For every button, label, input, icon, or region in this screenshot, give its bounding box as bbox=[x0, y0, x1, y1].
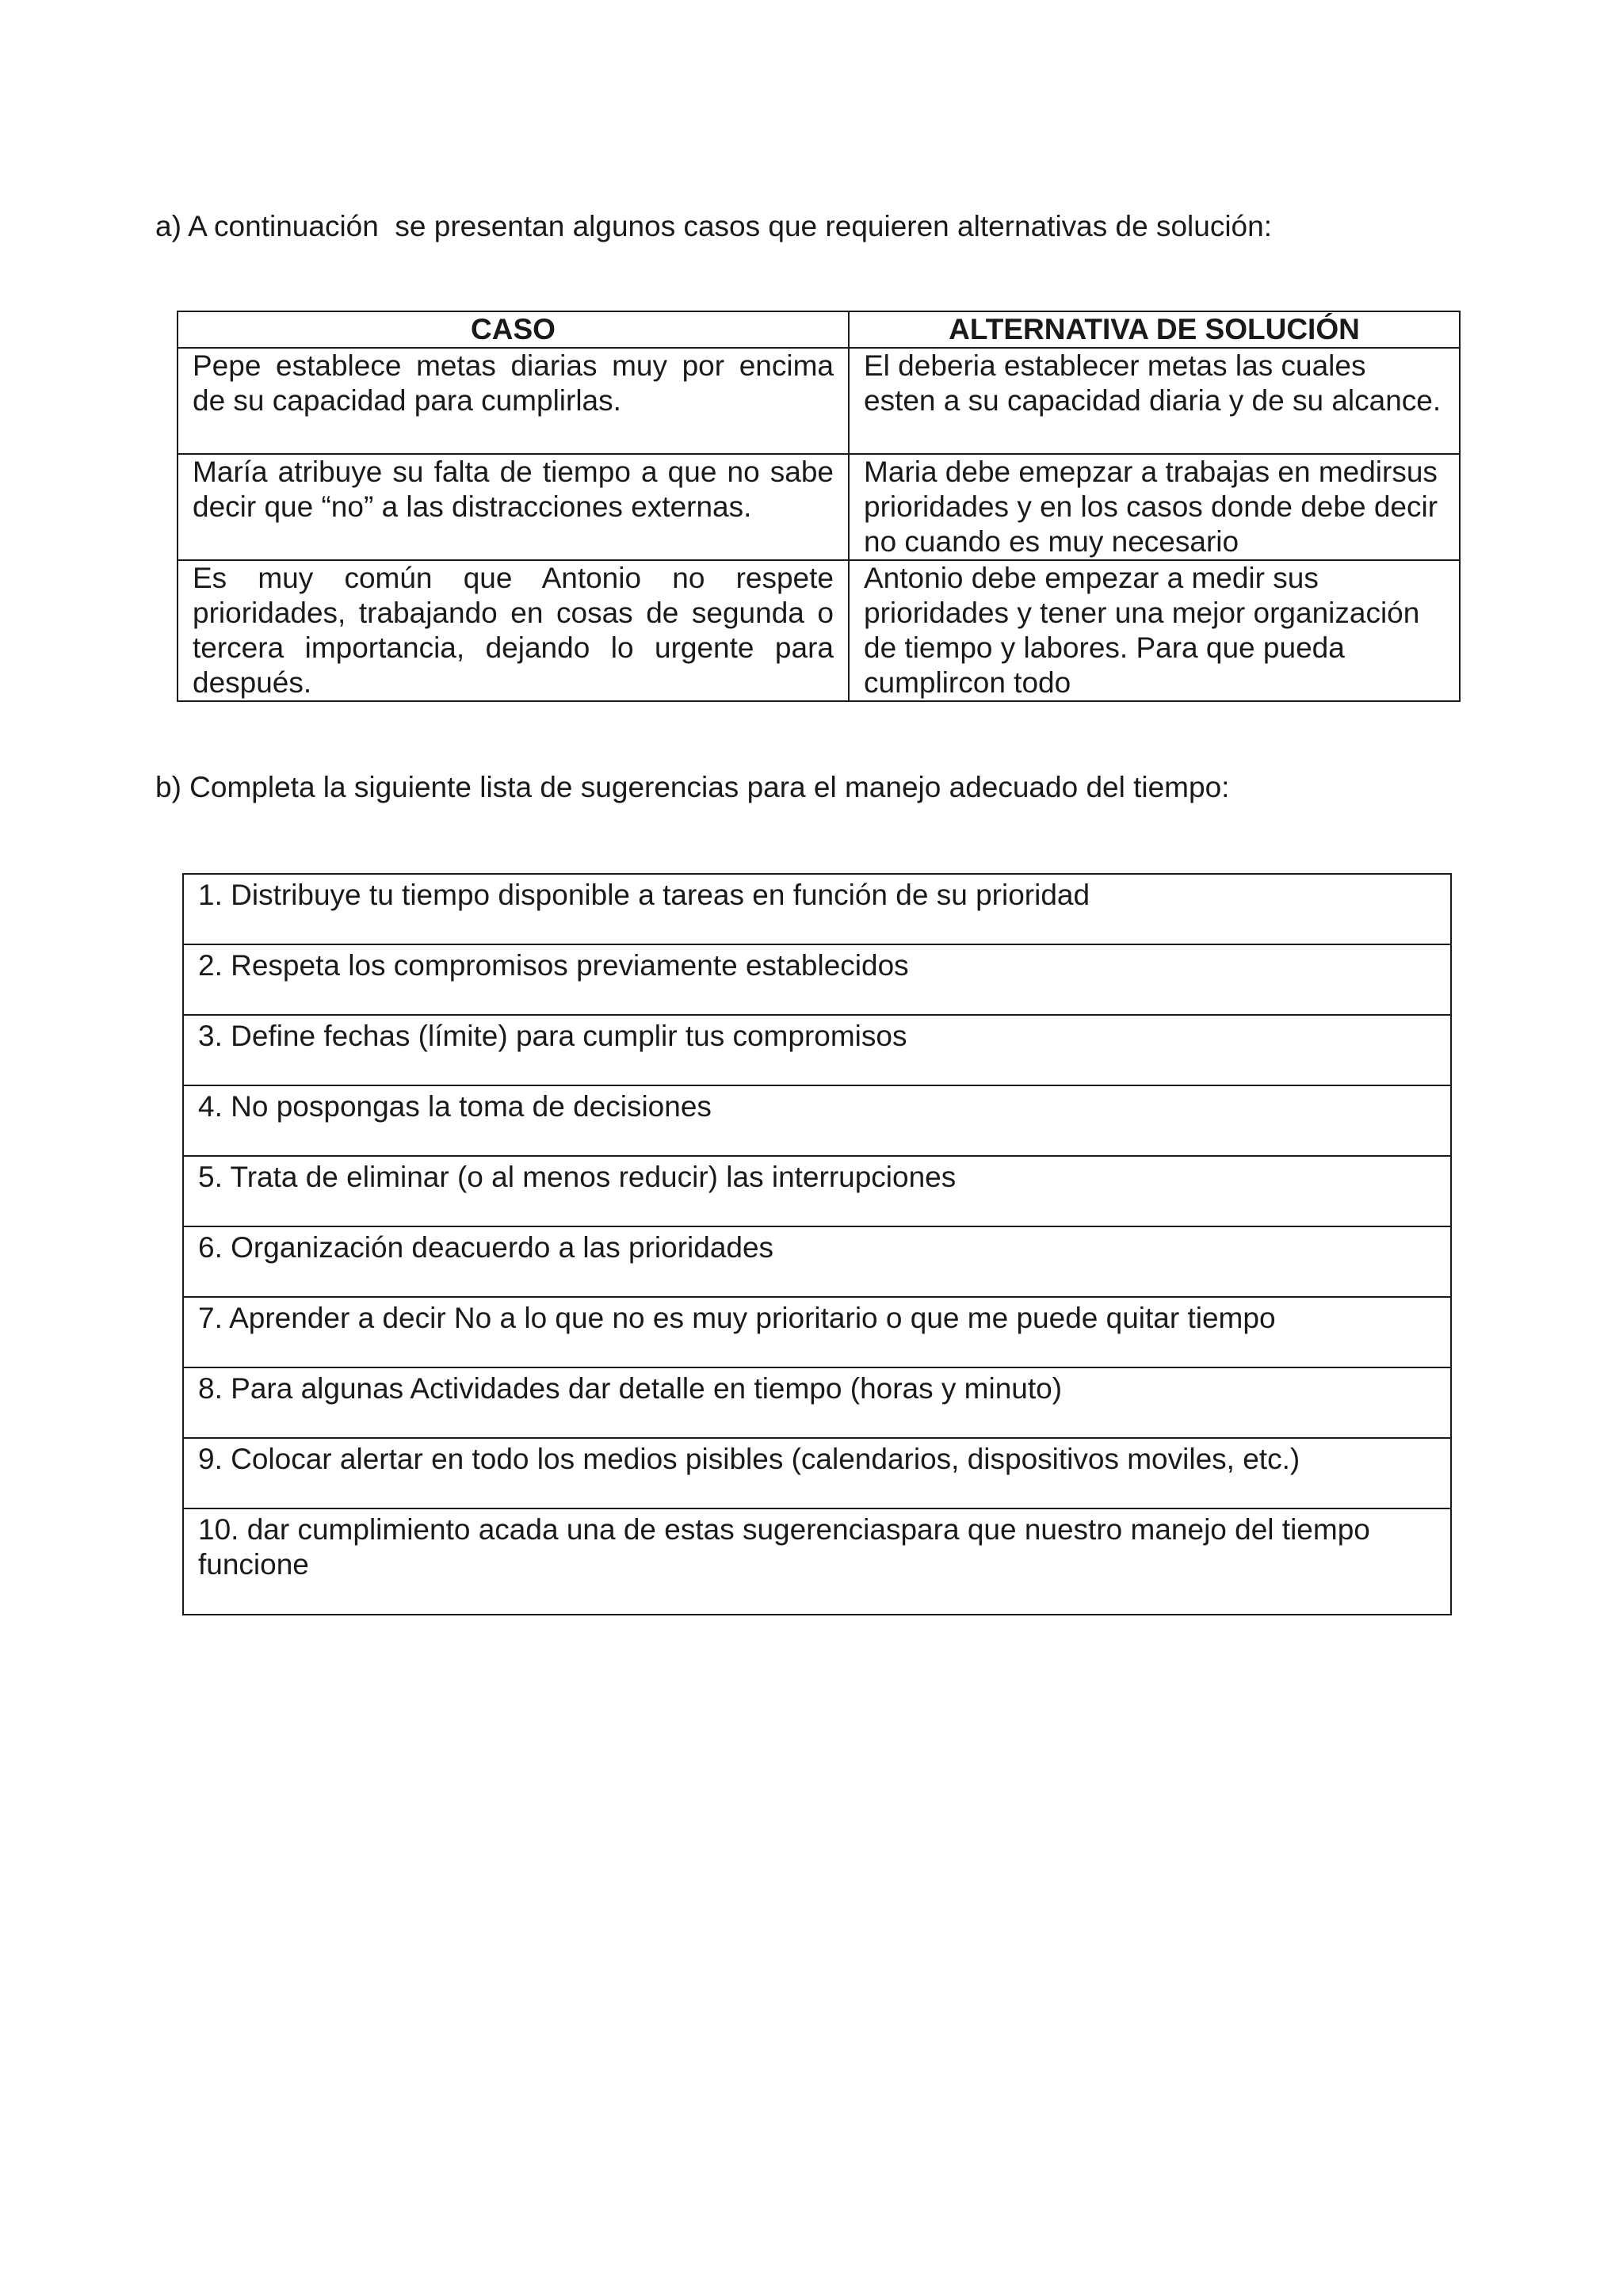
table-header-row bbox=[178, 311, 1460, 348]
cases-table bbox=[177, 311, 1461, 702]
section-a-heading: a) A continuación se presentan algunos casos que requieren alternativas de solución: bbox=[155, 210, 1272, 242]
list-item: 5. Trata de eliminar (o al menos reducir) las interrupciones bbox=[184, 1157, 1450, 1227]
list-item: 4. No pospongas la toma de decisiones bbox=[184, 1086, 1450, 1157]
header-caso: CASO bbox=[178, 311, 849, 348]
list-item: 10. dar cumplimiento acada una de estas sugerenciaspara que nuestro manejo del tiempo funcione bbox=[198, 1513, 1370, 1581]
table-row bbox=[178, 560, 1460, 701]
list-item: 3. Define fechas (límite) para cumplir tus compromisos bbox=[184, 1016, 1450, 1086]
list-item: 6. Organización deacuerdo a las prioridades bbox=[184, 1227, 1450, 1298]
list-item: 9. Colocar alertar en todo los medios pisibles (calendarios, dispositivos moviles, etc.) bbox=[184, 1439, 1450, 1509]
solution-cell: Antonio debe empezar a medir sus prioridades y tener una mejor organización de tiempo y labores. Para que pueda cumplircon todo bbox=[849, 560, 1460, 701]
case-cell: María atribuye su falta de tiempo a que no sabe decir que “no” a las distracciones externas. bbox=[178, 454, 849, 560]
list-item: 8. Para algunas Actividades dar detalle en tiempo (horas y minuto) bbox=[184, 1368, 1450, 1439]
case-cell: Pepe establece metas diarias muy por encima de su capacidad para cumplirlas. bbox=[178, 348, 849, 454]
section-b-heading: b) Completa la siguiente lista de sugerencias para el manejo adecuado del tiempo: bbox=[155, 771, 1230, 803]
table-row bbox=[178, 454, 1460, 560]
suggestions-list bbox=[182, 873, 1452, 1615]
solution-cell: El deberia establecer metas las cuales esten a su capacidad diaria y de su alcance. bbox=[849, 348, 1460, 454]
list-item: 1. Distribuye tu tiempo disponible a tareas en función de su prioridad bbox=[184, 875, 1450, 945]
list-item: 2. Respeta los compromisos previamente establecidos bbox=[184, 945, 1450, 1016]
case-cell: Es muy común que Antonio no respete prioridades, trabajando en cosas de segunda o tercera importancia, dejando lo urgente para después. bbox=[178, 560, 849, 701]
table-row bbox=[178, 348, 1460, 454]
header-alternativa: ALTERNATIVA DE SOLUCIÓN bbox=[849, 311, 1460, 348]
solution-cell: Maria debe emepzar a trabajas en medirsus prioridades y en los casos donde debe decir no cuando es muy necesario bbox=[849, 454, 1460, 560]
list-item: 7. Aprender a decir No a lo que no es muy prioritario o que me puede quitar tiempo bbox=[184, 1298, 1450, 1368]
